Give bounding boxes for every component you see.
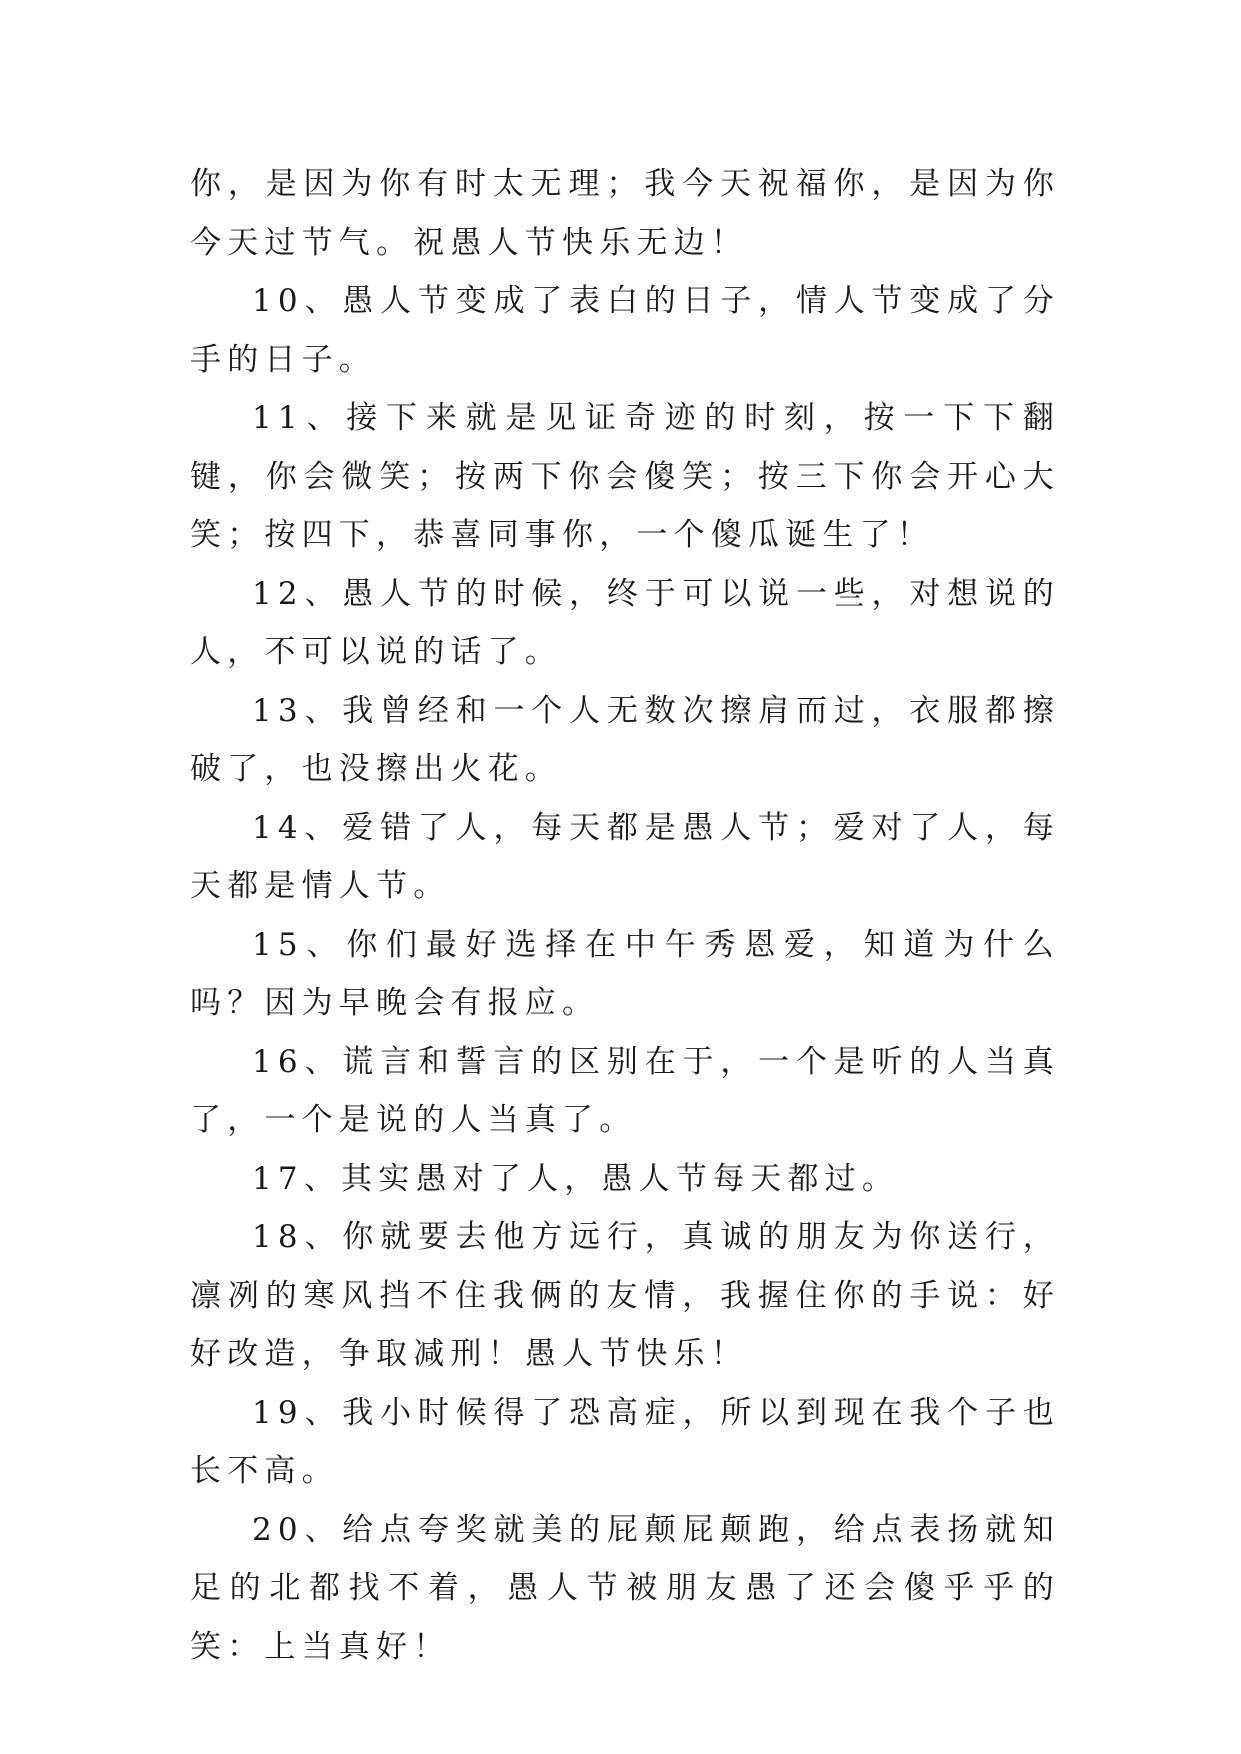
document-body — [190, 155, 1060, 1676]
paragraph-item-17: 17、其实愚对了人，愚人节每天都过。 — [252, 1160, 900, 1197]
paragraph-item-18: 18、你就要去他方远行，真诚的朋友为你送行，凛冽的寒风挡不住我俩的友情，我握住你的手说：好好改造，争取减刑！愚人节快乐！ — [190, 1219, 1060, 1372]
paragraph-item-12: 12、愚人节的时候，终于可以说一些，对想说的人，不可以说的话了。 — [190, 575, 1060, 670]
paragraph-item-20: 20、给点夸奖就美的屁颠屁颠跑，给点表扬就知足的北都找不着，愚人节被朋友愚了还会傻乎乎的笑：上当真好！ — [190, 1511, 1060, 1665]
paragraph-continued: 你，是因为你有时太无理；我今天祝福你，是因为你今天过节气。祝愚人节快乐无边！ — [190, 166, 1060, 261]
paragraph-item-14: 14、爱错了人，每天都是愚人节；爱对了人，每天都是情人节。 — [190, 809, 1060, 904]
paragraph-item-13: 13、我曾经和一个人无数次擦肩而过，衣服都擦破了，也没擦出火花。 — [190, 692, 1060, 787]
paragraph-item-10: 10、愚人节变成了表白的日子，情人节变成了分手的日子。 — [190, 283, 1060, 378]
paragraph-item-11: 11、接下来就是见证奇迹的时刻，按一下下翻键，你会微笑；按两下你会傻笑；按三下你会开心大笑；按四下，恭喜同事你，一个傻瓜诞生了！ — [190, 400, 1060, 553]
paragraph-item-16: 16、谎言和誓言的区别在于，一个是听的人当真了，一个是说的人当真了。 — [190, 1043, 1060, 1138]
paragraph-item-15: 15、你们最好选择在中午秀恩爱，知道为什么吗？因为早晚会有报应。 — [190, 926, 1060, 1021]
paragraph-item-19: 19、我小时候得了恐高症，所以到现在我个子也长不高。 — [190, 1394, 1060, 1489]
